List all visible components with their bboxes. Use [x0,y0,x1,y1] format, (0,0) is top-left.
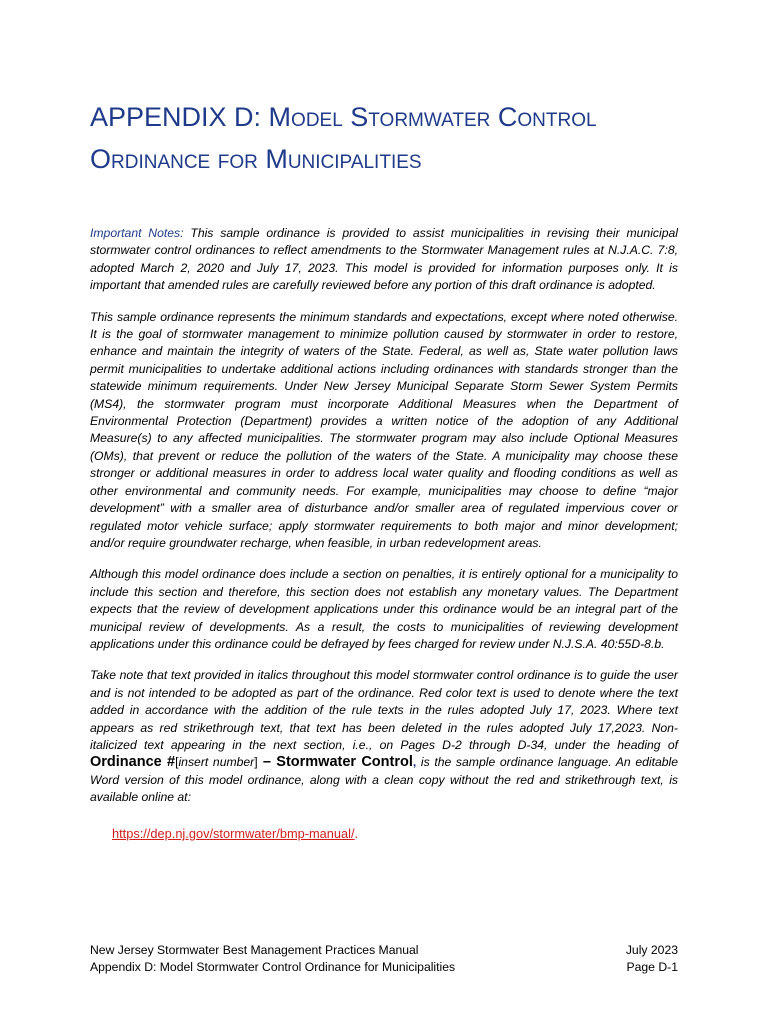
ordinance-bracket-close: ] [254,755,258,770]
footer-date: July 2023 [625,943,678,957]
bmp-manual-link[interactable]: https://dep.nj.gov/stormwater/bmp-manual/ [112,826,355,841]
notes-paragraph-4 [90,667,678,806]
notes-paragraph-2: This sample ordinance represents the minimum standards and expectations, except where noted otherwise. It is the goal of stormwater management to minimize pollution caused by stormwater in order to restore, enhance and maintain the integrity of waters of the State. Federal, as well as, State water pollution laws permit municipalities to undertake additional actions including ordinances with standards stronger than the statewide minimum requirements. Under New Jersey Municipal Separate Storm Sewer System Permits (MS4), the stormwater program must incorporate Additional Measures when the Department of Environmental Protection (Department) provides a written notice of the adoption of any Additional Measure(s) to any affected municipalities. The stormwater program may also include Optional Measures (OMs), that prevent or reduce the pollution of the waters of the State. A municipality may choose these stronger or additional measures in order to address local water quality and flooding conditions as well as other environmental and community needs. For example, municipalities may choose to define “major development” with a smaller area of disturbance and/or smaller area of regulated impervious cover or regulated motor vehicle surface; apply stormwater requirements to both major and minor development; and/or require groundwater recharge, when feasible, in urban redevelopment areas. [90,309,678,550]
footer-appendix-title: Appendix D: Model Stormwater Control Ordinance for Municipalities [90,960,456,974]
ordinance-bracket-open: [ [175,755,179,770]
notes-body [90,225,678,821]
notes-paragraph-1-text: This sample ordinance is provided to assist municipalities in revising their municipal stormwater control ordinances to reflect amendments to the Stormwater Management rules at N.J.A.C. 7:8, adopted March 2, 2020 and July 17, 2023. This model is provided for information purposes only. It is important that amended rules are carefully reviewed before any portion of this draft ordinance is adopted. [90,226,678,293]
title-line2: Ordinance for Municipalities [90,144,422,174]
ordinance-heading: Ordinance # [90,754,176,771]
footer-manual-title: New Jersey Stormwater Best Management Practices Manual [90,943,419,957]
footer-page-number: Page D-1 [626,960,678,974]
footer-row-1 [90,942,678,959]
notes-paragraph-4-end: is the sample ordinance language. An editable Word version of this model ordinance, along with a clean copy without the red and strikethrough text, is available online at: [90,755,679,805]
notes-paragraph-4-text: Take note that text provided in italics throughout this model stormwater control ordinance is to guide the user and is not intended to be adopted as part of the ordinance. Red color text is used to denote where the text added in accordance with the addition of the rule texts in the rules adopted July 17, 2023. Where text appears as red strikethrough text, that text has been deleted in the rules adopted July 17,2023. Non-italicized text appearing in the next section, i.e., on Pages D-2 through D-34, under the heading of [90,668,678,752]
page-footer [90,942,678,976]
notes-paragraph-3: Although this model ordinance does include a section on penalties, it is entirely optional for a municipality to include this section and therefore, this section does not establish any monetary values. The Department expects that the review of development applications under this ordinance would be an integral part of the municipal review of developments. As a result, the costs to municipalities of reviewing development applications under this ordinance could be defrayed by fees charged for review under N.J.S.A. 40:55D-8.b. [90,567,678,651]
bmp-manual-link-line [112,826,358,841]
important-notes-colon: : [180,226,191,240]
important-notes-label: Important Notes [90,226,181,240]
appendix-title [90,96,730,180]
footer-row-2 [90,959,678,976]
title-line1: Model Stormwater Control [268,102,597,132]
link-period: . [354,826,359,841]
ordinance-insert-number: insert number [178,755,255,770]
notes-paragraph-1 [90,225,678,295]
ordinance-comma: , [412,755,417,770]
title-appendix-label: APPENDIX D: [90,102,269,132]
ordinance-stormwater-control: – Stormwater Control [257,754,413,771]
